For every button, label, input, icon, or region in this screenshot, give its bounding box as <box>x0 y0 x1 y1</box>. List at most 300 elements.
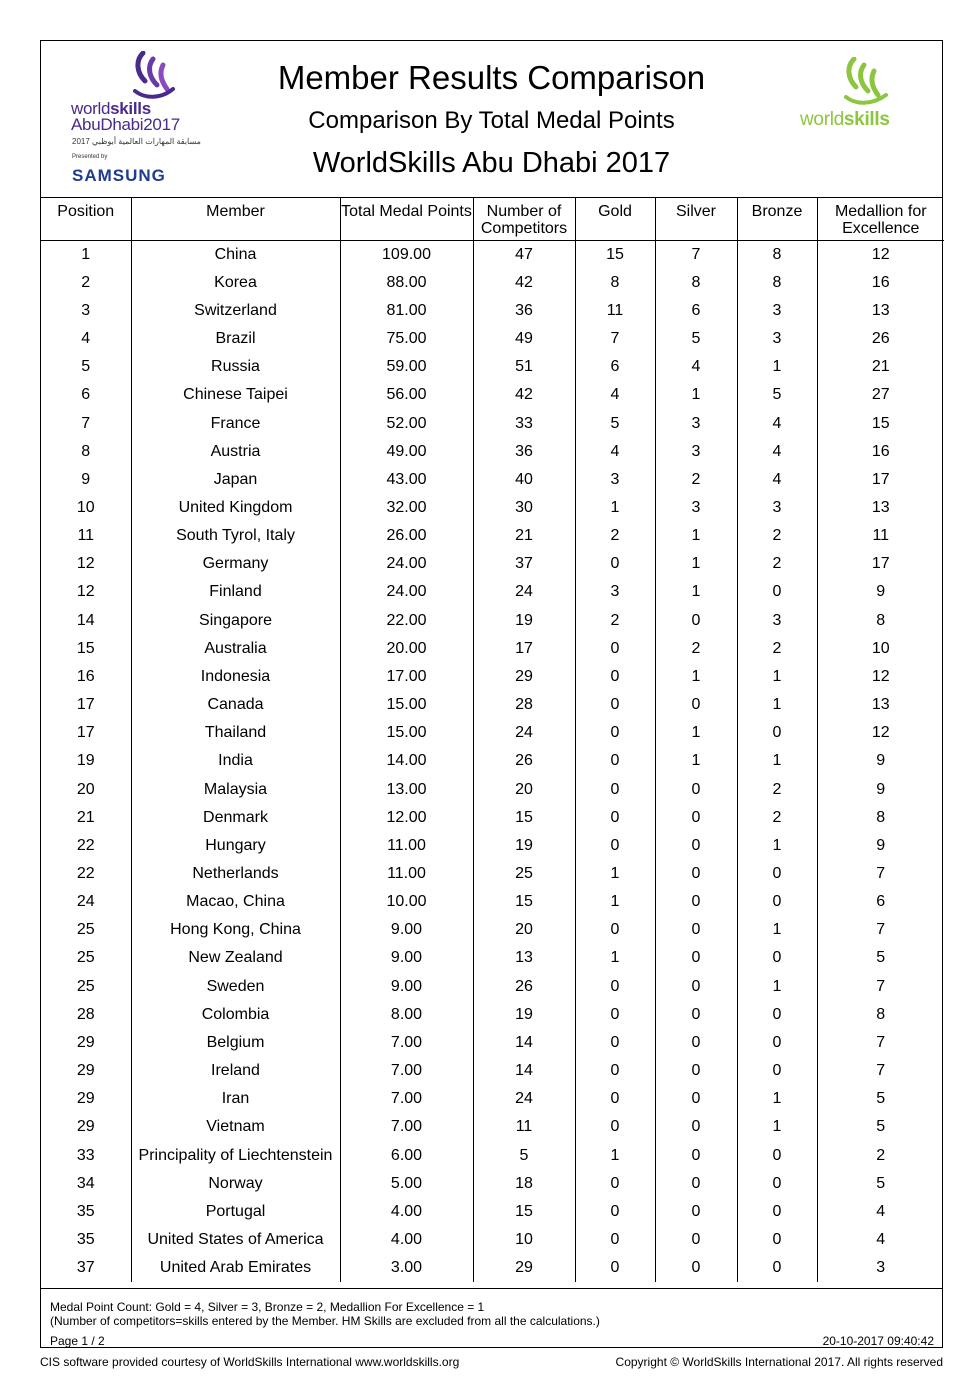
table-cell: 37 <box>473 550 575 578</box>
table-cell: 12.00 <box>340 804 473 832</box>
table-cell: 3 <box>41 297 131 325</box>
table-row <box>41 297 944 325</box>
table-cell: Austria <box>131 438 340 466</box>
table-cell: 0 <box>655 1057 737 1085</box>
table-row <box>41 691 944 719</box>
table-cell: 0 <box>575 1254 655 1282</box>
table-cell: 5 <box>575 409 655 437</box>
table-cell: 3 <box>655 494 737 522</box>
table-cell: China <box>131 240 340 269</box>
table-cell: 0 <box>655 691 737 719</box>
table-cell: 24 <box>473 719 575 747</box>
table-cell: 0 <box>575 719 655 747</box>
table-cell: 5 <box>737 381 817 409</box>
column-header: Position <box>41 198 131 240</box>
table-row <box>41 353 944 381</box>
table-cell: 26.00 <box>340 522 473 550</box>
table-cell: 13 <box>871 301 890 319</box>
table-cell: 4 <box>575 438 655 466</box>
table-row <box>41 550 944 578</box>
table-row <box>41 1057 944 1085</box>
table-cell: 0 <box>737 719 817 747</box>
table-row <box>41 860 944 888</box>
software-credit: CIS software provided courtesy of WorldSkills International www.worldskills.org <box>40 1355 460 1369</box>
table-cell: 1 <box>655 747 737 775</box>
table-cell: 19 <box>473 832 575 860</box>
table-cell: 5 <box>473 1142 575 1170</box>
table-cell: 29 <box>473 1254 575 1282</box>
worldskills-green-mark-icon <box>836 57 896 105</box>
table-cell: 81.00 <box>340 297 473 325</box>
table-cell: 5 <box>876 1090 886 1108</box>
table-cell: 2 <box>737 550 817 578</box>
table-cell: 2 <box>575 607 655 635</box>
table-cell: 35 <box>41 1226 131 1254</box>
table-cell: 18 <box>473 1170 575 1198</box>
table-cell: 29 <box>41 1085 131 1113</box>
table-cell: 8.00 <box>340 1001 473 1029</box>
table-row <box>41 1029 944 1057</box>
table-row <box>41 325 944 353</box>
table-cell: New Zealand <box>131 944 340 972</box>
table-cell: 26 <box>473 747 575 775</box>
table-cell: 9.00 <box>340 916 473 944</box>
table-cell: 32.00 <box>340 494 473 522</box>
table-cell: 0 <box>655 1170 737 1198</box>
worldskills-green-word: worldskills <box>800 109 890 130</box>
table-cell: 40 <box>473 466 575 494</box>
table-cell: 1 <box>575 860 655 888</box>
table-cell: 24 <box>41 888 131 916</box>
table-cell: 7.00 <box>340 1029 473 1057</box>
table-cell: 2 <box>737 804 817 832</box>
table-row <box>41 719 944 747</box>
table-row <box>41 494 944 522</box>
table-row <box>41 1142 944 1170</box>
table-cell: Singapore <box>131 607 340 635</box>
table-row <box>41 1226 944 1254</box>
table-cell: 0 <box>737 1057 817 1085</box>
table-cell: 10 <box>473 1226 575 1254</box>
table-cell: 3 <box>876 1259 886 1277</box>
table-cell: 24.00 <box>340 550 473 578</box>
table-cell: 3 <box>575 578 655 606</box>
table-row <box>41 240 944 269</box>
table-cell: 0 <box>575 1170 655 1198</box>
abudhabi-word: AbuDhabi2017 <box>71 115 180 134</box>
table-cell: 42 <box>473 269 575 297</box>
table-cell: 0 <box>655 1142 737 1170</box>
table-cell: 9 <box>876 583 886 601</box>
event-name: WorldSkills Abu Dhabi 2017 <box>312 147 671 179</box>
table-cell: Sweden <box>131 973 340 1001</box>
table-cell: 28 <box>473 691 575 719</box>
table-cell: India <box>131 747 340 775</box>
table-cell: 5.00 <box>340 1170 473 1198</box>
table-cell: 6 <box>575 353 655 381</box>
table-cell: Vietnam <box>131 1113 340 1141</box>
table-cell: 10 <box>41 494 131 522</box>
table-row <box>41 409 944 437</box>
table-cell: 8 <box>655 269 737 297</box>
table-cell: Portugal <box>131 1198 340 1226</box>
table-cell: France <box>131 409 340 437</box>
table-row <box>41 466 944 494</box>
table-cell: Switzerland <box>131 297 340 325</box>
table-cell: 0 <box>737 1001 817 1029</box>
table-cell: 0 <box>655 1198 737 1226</box>
table-cell: South Tyrol, Italy <box>131 522 340 550</box>
table-cell: 1 <box>737 832 817 860</box>
table-row <box>41 635 944 663</box>
table-cell: 3 <box>655 409 737 437</box>
table-row <box>41 1198 944 1226</box>
table-cell: 0 <box>575 916 655 944</box>
table-cell: Indonesia <box>131 663 340 691</box>
table-cell: 5 <box>876 1118 886 1136</box>
column-header: Bronze <box>737 198 817 240</box>
table-cell: 21 <box>871 358 890 376</box>
table-cell: 0 <box>655 944 737 972</box>
table-cell: 8 <box>41 438 131 466</box>
table-cell: 7 <box>41 409 131 437</box>
table-cell: 2 <box>876 1146 886 1164</box>
table-cell: 17 <box>41 719 131 747</box>
table-cell: 1 <box>655 550 737 578</box>
table-cell: 9 <box>876 836 886 854</box>
table-cell: 56.00 <box>340 381 473 409</box>
table-cell: 0 <box>575 832 655 860</box>
timestamp: 20-10-2017 09:40:42 <box>822 1334 934 1348</box>
table-cell: 0 <box>737 1170 817 1198</box>
table-cell: 36 <box>473 438 575 466</box>
table-cell: 7 <box>575 325 655 353</box>
report-header <box>41 41 942 198</box>
table-cell: 12 <box>871 724 890 742</box>
table-cell: 22 <box>41 860 131 888</box>
table-cell: 14 <box>473 1057 575 1085</box>
table-cell: 3 <box>655 438 737 466</box>
table-cell: 1 <box>655 381 737 409</box>
table-cell: 6.00 <box>340 1142 473 1170</box>
table-cell: 8 <box>737 240 817 269</box>
table-row <box>41 775 944 803</box>
table-cell: 28 <box>41 1001 131 1029</box>
table-cell: 20 <box>473 916 575 944</box>
table-cell: Russia <box>131 353 340 381</box>
table-cell: 24 <box>473 1085 575 1113</box>
report-frame <box>40 40 943 1348</box>
table-row <box>41 1254 944 1282</box>
table-cell: Macao, China <box>131 888 340 916</box>
table-cell: 15.00 <box>340 719 473 747</box>
table-cell: 36 <box>473 297 575 325</box>
table-cell: 1 <box>655 578 737 606</box>
table-cell: 9.00 <box>340 973 473 1001</box>
table-row <box>41 944 944 972</box>
table-cell: 1 <box>575 888 655 916</box>
table-cell: 15 <box>473 804 575 832</box>
table-cell: 11.00 <box>340 832 473 860</box>
table-cell: United Arab Emirates <box>131 1254 340 1282</box>
table-cell: Hong Kong, China <box>131 916 340 944</box>
table-cell: 0 <box>737 1142 817 1170</box>
table-cell: 43.00 <box>340 466 473 494</box>
table-cell: 2 <box>737 522 817 550</box>
table-cell: Hungary <box>131 832 340 860</box>
table-cell: Brazil <box>131 325 340 353</box>
table-cell: 0 <box>575 1029 655 1057</box>
table-cell: 21 <box>473 522 575 550</box>
table-cell: 12 <box>41 578 131 606</box>
table-cell: 0 <box>575 1198 655 1226</box>
table-row <box>41 1085 944 1113</box>
table-cell: 29 <box>473 663 575 691</box>
table-row <box>41 522 944 550</box>
table-cell: 4.00 <box>340 1226 473 1254</box>
table-cell: 10.00 <box>340 888 473 916</box>
table-cell: 15 <box>473 888 575 916</box>
table-cell: 4 <box>876 1231 886 1249</box>
table-cell: 0 <box>655 607 737 635</box>
table-row <box>41 1113 944 1141</box>
table-cell: Chinese Taipei <box>131 381 340 409</box>
table-cell: 33 <box>473 409 575 437</box>
table-cell: Canada <box>131 691 340 719</box>
report-footer <box>41 1288 942 1349</box>
table-cell: 0 <box>655 1085 737 1113</box>
table-cell: 17 <box>871 555 890 573</box>
table-cell: 11 <box>872 527 890 545</box>
table-cell: 12 <box>871 245 890 263</box>
table-cell: 9 <box>876 752 886 770</box>
table-cell: 7 <box>876 865 886 883</box>
table-row <box>41 381 944 409</box>
table-cell: 9 <box>876 780 886 798</box>
table-cell: 7.00 <box>340 1085 473 1113</box>
table-cell: 0 <box>737 1254 817 1282</box>
table-cell: 9 <box>41 466 131 494</box>
table-cell: 0 <box>655 1254 737 1282</box>
table-cell: 52.00 <box>340 409 473 437</box>
table-cell: 1 <box>737 747 817 775</box>
table-cell: 7 <box>876 1062 886 1080</box>
table-row <box>41 578 944 606</box>
table-cell: 1 <box>737 663 817 691</box>
presented-by: Presented by <box>72 154 108 160</box>
table-cell: 49.00 <box>340 438 473 466</box>
column-header: Number of Competitors <box>473 198 575 240</box>
table-cell: 1 <box>655 522 737 550</box>
table-cell: 13 <box>871 498 890 516</box>
table-cell: 14 <box>473 1029 575 1057</box>
table-cell: 42 <box>473 381 575 409</box>
table-cell: 1 <box>655 663 737 691</box>
table-cell: 8 <box>876 611 886 629</box>
worldskills-word: worldskills <box>71 99 151 118</box>
table-cell: 7 <box>876 977 886 995</box>
table-cell: 11 <box>473 1113 575 1141</box>
table-cell: 0 <box>655 1226 737 1254</box>
table-cell: Germany <box>131 550 340 578</box>
table-cell: 75.00 <box>340 325 473 353</box>
table-cell: 0 <box>737 888 817 916</box>
table-row <box>41 832 944 860</box>
table-cell: 7 <box>876 1033 886 1051</box>
table-cell: Korea <box>131 269 340 297</box>
table-cell: 0 <box>655 916 737 944</box>
table-cell: 0 <box>575 663 655 691</box>
table-row <box>41 888 944 916</box>
table-cell: 24.00 <box>340 578 473 606</box>
table-cell: Ireland <box>131 1057 340 1085</box>
table-cell: 1 <box>575 944 655 972</box>
table-row <box>41 916 944 944</box>
table-row <box>41 1001 944 1029</box>
table-cell: 1 <box>737 691 817 719</box>
table-cell: 1 <box>41 240 131 269</box>
table-cell: 0 <box>655 804 737 832</box>
table-cell: 22 <box>41 832 131 860</box>
table-cell: 17 <box>41 691 131 719</box>
table-cell: 2 <box>41 269 131 297</box>
table-cell: Australia <box>131 635 340 663</box>
table-cell: 17 <box>473 635 575 663</box>
table-cell: 8 <box>876 1005 886 1023</box>
table-cell: 3 <box>737 607 817 635</box>
table-row <box>41 747 944 775</box>
table-cell: 51 <box>473 353 575 381</box>
table-cell: 7 <box>876 921 886 939</box>
table-cell: 11 <box>41 522 131 550</box>
column-header: Total Medal Points <box>340 198 473 240</box>
table-cell: 0 <box>575 775 655 803</box>
table-cell: 7 <box>655 240 737 269</box>
table-cell: 12 <box>41 550 131 578</box>
table-cell: United Kingdom <box>131 494 340 522</box>
table-cell: 8 <box>575 269 655 297</box>
table-cell: Malaysia <box>131 775 340 803</box>
table-cell: 0 <box>575 550 655 578</box>
table-cell: 14.00 <box>340 747 473 775</box>
table-cell: 0 <box>655 888 737 916</box>
table-cell: 0 <box>737 860 817 888</box>
table-cell: 4 <box>575 381 655 409</box>
table-cell: Thailand <box>131 719 340 747</box>
table-cell: 20 <box>473 775 575 803</box>
table-cell: 24 <box>473 578 575 606</box>
table-cell: 33 <box>41 1142 131 1170</box>
table-cell: 8 <box>737 269 817 297</box>
table-cell: 47 <box>473 240 575 269</box>
table-cell: 29 <box>41 1057 131 1085</box>
table-cell: Denmark <box>131 804 340 832</box>
table-cell: 15 <box>41 635 131 663</box>
table-row <box>41 1170 944 1198</box>
table-cell: United States of America <box>131 1226 340 1254</box>
table-row <box>41 607 944 635</box>
table-cell: Principality of Liechtenstein <box>131 1142 340 1170</box>
table-cell: 6 <box>876 893 886 911</box>
table-cell: 3 <box>737 494 817 522</box>
table-cell: 25 <box>41 973 131 1001</box>
table-cell: 3 <box>737 297 817 325</box>
sponsor-logo: SAMSUNG <box>72 166 166 185</box>
medal-point-note: Medal Point Count: Gold = 4, Silver = 3, Bronze = 2, Medallion For Excellence = 1 <box>50 1300 485 1314</box>
table-cell: Colombia <box>131 1001 340 1029</box>
table-cell: 3 <box>737 325 817 353</box>
table-cell: 34 <box>41 1170 131 1198</box>
column-header: Gold <box>575 198 655 240</box>
table-cell: 17 <box>871 470 890 488</box>
table-cell: 4 <box>41 325 131 353</box>
table-cell: 1 <box>737 353 817 381</box>
copyright: Copyright © WorldSkills International 2017. All rights reserved <box>615 1355 943 1369</box>
table-cell: 49 <box>473 325 575 353</box>
table-cell: 26 <box>871 330 890 348</box>
table-cell: 0 <box>655 775 737 803</box>
table-cell: 4.00 <box>340 1198 473 1226</box>
table-cell: 0 <box>575 691 655 719</box>
worldskills-logo <box>802 57 902 137</box>
table-cell: 0 <box>575 1001 655 1029</box>
table-cell: 59.00 <box>340 353 473 381</box>
table-cell: 5 <box>876 1174 886 1192</box>
table-cell: 1 <box>737 1113 817 1141</box>
table-cell: 0 <box>655 973 737 1001</box>
table-cell: Belgium <box>131 1029 340 1057</box>
table-cell: Iran <box>131 1085 340 1113</box>
table-cell: 0 <box>655 832 737 860</box>
table-cell: 0 <box>737 1226 817 1254</box>
table-cell: 0 <box>575 973 655 1001</box>
table-cell: 0 <box>575 635 655 663</box>
table-cell: 29 <box>41 1113 131 1141</box>
table-cell: 1 <box>737 973 817 1001</box>
table-cell: 9.00 <box>340 944 473 972</box>
table-cell: Japan <box>131 466 340 494</box>
table-cell: 1 <box>737 916 817 944</box>
report-subtitle: Comparison By Total Medal Points <box>308 107 675 134</box>
table-cell: 7.00 <box>340 1057 473 1085</box>
results-table <box>41 198 944 1282</box>
table-cell: 2 <box>575 522 655 550</box>
table-cell: 30 <box>473 494 575 522</box>
table-cell: 0 <box>737 578 817 606</box>
table-cell: 22.00 <box>340 607 473 635</box>
table-cell: 27 <box>871 386 890 404</box>
table-row <box>41 269 944 297</box>
table-cell: 1 <box>655 719 737 747</box>
column-header: Silver <box>655 198 737 240</box>
table-cell: 25 <box>473 860 575 888</box>
table-cell: 21 <box>41 804 131 832</box>
table-cell: 37 <box>41 1254 131 1282</box>
table-cell: 0 <box>575 1057 655 1085</box>
table-cell: 19 <box>473 607 575 635</box>
table-cell: 1 <box>575 1142 655 1170</box>
table-cell: 4 <box>876 1202 886 1220</box>
table-cell: 0 <box>737 944 817 972</box>
table-cell: 19 <box>473 1001 575 1029</box>
table-cell: Finland <box>131 578 340 606</box>
table-cell: 17.00 <box>340 663 473 691</box>
table-cell: 2 <box>655 466 737 494</box>
table-body <box>41 240 944 1282</box>
table-cell: 4 <box>737 466 817 494</box>
table-cell: 14 <box>41 607 131 635</box>
table-row <box>41 804 944 832</box>
